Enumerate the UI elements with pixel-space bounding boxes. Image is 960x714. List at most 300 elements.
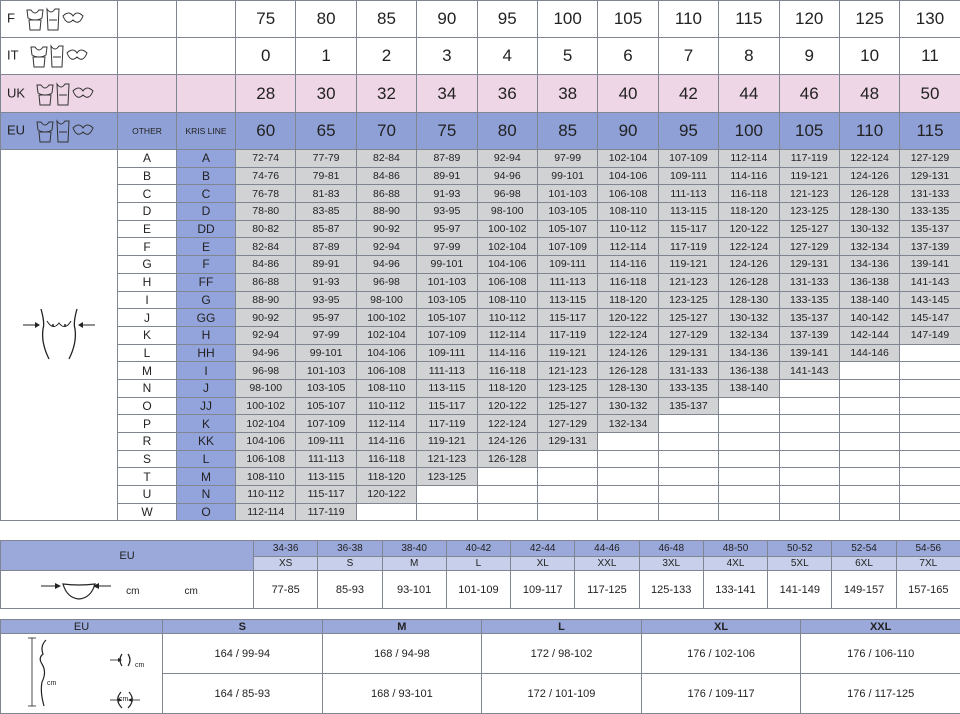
- kris-line-cup-size: L: [177, 450, 236, 468]
- other-cup-size: E: [118, 220, 177, 238]
- bust-range-cell: 131-133: [658, 362, 718, 380]
- empty-cell: [839, 486, 899, 504]
- bust-range-cell: 107-109: [296, 415, 356, 433]
- briefs-size-table: [0, 540, 960, 609]
- empty-cell: [719, 503, 779, 521]
- band-size-cell: 10: [839, 38, 899, 75]
- cup-row: [1, 220, 960, 238]
- band-size-cell: 115: [719, 1, 779, 38]
- bust-range-cell: 112-114: [236, 503, 296, 521]
- bust-range-cell: 102-104: [598, 150, 658, 168]
- band-size-cell: 80: [477, 113, 537, 150]
- bust-range-cell: 128-130: [839, 203, 899, 221]
- kris-line-cup-size: B: [177, 167, 236, 185]
- other-cup-size: N: [118, 379, 177, 397]
- bust-range-cell: 107-109: [537, 238, 597, 256]
- bust-range-cell: 135-137: [658, 397, 718, 415]
- band-size-cell: 44: [719, 75, 779, 113]
- bust-range-cell: 84-86: [356, 167, 416, 185]
- bust-range-cell: 114-116: [477, 344, 537, 362]
- bust-range-cell: 100-102: [236, 397, 296, 415]
- empty-cell: [477, 468, 537, 486]
- body-size-table: [0, 619, 960, 714]
- bust-range-cell: 114-116: [356, 433, 416, 451]
- bust-range-cell: 98-100: [236, 379, 296, 397]
- bust-range-cell: 113-115: [296, 468, 356, 486]
- briefs-eu-size: 44-46: [575, 541, 639, 557]
- bust-range-cell: 95-97: [296, 309, 356, 327]
- bust-range-cell: 117-119: [779, 150, 839, 168]
- band-size-cell: 95: [477, 1, 537, 38]
- cup-row: [1, 379, 960, 397]
- bust-range-cell: 101-103: [537, 185, 597, 203]
- briefs-eu-size: 54-56: [896, 541, 960, 557]
- empty-cell: [779, 379, 839, 397]
- size-system-name: IT: [7, 47, 19, 62]
- band-size-cell: 100: [537, 1, 597, 38]
- bust-range-cell: 119-121: [779, 167, 839, 185]
- band-size-cell: 6: [598, 38, 658, 75]
- briefs-eu-label: EU: [1, 541, 254, 571]
- bust-range-cell: 104-106: [477, 256, 537, 274]
- bust-range-cell: 100-102: [477, 220, 537, 238]
- kris-line-cup-size: A: [177, 150, 236, 168]
- briefs-eu-size: 46-48: [639, 541, 703, 557]
- other-cup-size: T: [118, 468, 177, 486]
- empty-cell: [779, 433, 839, 451]
- bust-range-cell: 102-104: [477, 238, 537, 256]
- bust-range-cell: 108-110: [477, 291, 537, 309]
- bust-range-cell: 124-126: [839, 167, 899, 185]
- bust-range-cell: 123-125: [537, 379, 597, 397]
- empty-cell: [118, 1, 177, 38]
- body-waist-value: 168 / 94-98: [322, 634, 482, 674]
- band-size-cell: 7: [658, 38, 718, 75]
- bust-range-cell: 98-100: [356, 291, 416, 309]
- bust-range-cell: 116-118: [356, 450, 416, 468]
- other-cup-size: M: [118, 362, 177, 380]
- bust-range-cell: 127-129: [779, 238, 839, 256]
- empty-cell: [839, 362, 899, 380]
- cup-row: [1, 238, 960, 256]
- empty-cell: [900, 397, 960, 415]
- cup-row: [1, 503, 960, 521]
- briefs-letter-size: S: [318, 557, 382, 571]
- bust-range-cell: 90-92: [236, 309, 296, 327]
- briefs-hip-range: 125-133: [639, 571, 703, 609]
- briefs-eu-size: 40-42: [446, 541, 510, 557]
- bust-range-cell: 84-86: [236, 256, 296, 274]
- bust-range-cell: 130-132: [598, 397, 658, 415]
- briefs-letter-size: 4XL: [703, 557, 767, 571]
- bust-range-cell: 114-116: [719, 167, 779, 185]
- bust-range-cell: 116-118: [477, 362, 537, 380]
- empty-cell: [719, 468, 779, 486]
- empty-cell: [719, 450, 779, 468]
- body-hip-value: 172 / 101-109: [482, 674, 642, 714]
- bust-range-cell: 115-117: [537, 309, 597, 327]
- briefs-hip-range: 101-109: [446, 571, 510, 609]
- bust-range-cell: 111-113: [417, 362, 477, 380]
- empty-cell: [658, 468, 718, 486]
- bust-range-cell: 81-83: [296, 185, 356, 203]
- bust-range-cell: 106-108: [477, 273, 537, 291]
- band-size-cell: 65: [296, 113, 356, 150]
- bust-range-cell: 88-90: [356, 203, 416, 221]
- body-figure-icon: [2, 634, 162, 710]
- empty-cell: [900, 450, 960, 468]
- cup-row: [1, 203, 960, 221]
- band-size-cell: 115: [900, 113, 960, 150]
- cup-row: [1, 450, 960, 468]
- cup-row: [1, 291, 960, 309]
- kris-line-cup-size: O: [177, 503, 236, 521]
- band-size-cell: 70: [356, 113, 416, 150]
- bust-range-cell: 103-105: [537, 203, 597, 221]
- bust-range-cell: 120-122: [598, 309, 658, 327]
- size-system-label-f: [1, 1, 118, 38]
- briefs-icon-cm: cm: [126, 586, 139, 597]
- bust-range-cell: 120-122: [356, 486, 416, 504]
- empty-cell: [658, 433, 718, 451]
- bust-range-cell: 138-140: [719, 379, 779, 397]
- briefs-eu-size: 38-40: [382, 541, 446, 557]
- bust-range-cell: 110-112: [477, 309, 537, 327]
- empty-cell: [417, 486, 477, 504]
- other-cup-size: A: [118, 150, 177, 168]
- briefs-hip-range: 133-141: [703, 571, 767, 609]
- empty-cell: [719, 415, 779, 433]
- bust-range-cell: 104-106: [356, 344, 416, 362]
- bust-range-cell: 135-137: [900, 220, 960, 238]
- size-system-name: EU: [7, 122, 25, 137]
- band-size-cell: 36: [477, 75, 537, 113]
- lingerie-icons: [27, 43, 89, 69]
- size-row-f: [1, 1, 960, 38]
- empty-cell: [118, 38, 177, 75]
- bust-figure-icon: [19, 299, 99, 369]
- cup-row: [1, 486, 960, 504]
- briefs-hip-range: 141-149: [768, 571, 832, 609]
- empty-cell: [900, 486, 960, 504]
- empty-cell: [839, 433, 899, 451]
- empty-cell: [537, 503, 597, 521]
- bust-range-cell: 85-87: [296, 220, 356, 238]
- bust-range-cell: 123-125: [417, 468, 477, 486]
- cup-row: [1, 326, 960, 344]
- bust-range-cell: 133-135: [900, 203, 960, 221]
- kris-line-cup-size: D: [177, 203, 236, 221]
- bust-range-cell: 106-108: [356, 362, 416, 380]
- empty-cell: [598, 433, 658, 451]
- other-cup-size: D: [118, 203, 177, 221]
- briefs-eu-size: 52-54: [832, 541, 896, 557]
- bust-range-cell: 125-127: [779, 220, 839, 238]
- band-size-cell: 105: [779, 113, 839, 150]
- bust-range-cell: 115-117: [296, 486, 356, 504]
- band-size-cell: 85: [356, 1, 416, 38]
- empty-cell: [417, 503, 477, 521]
- empty-cell: [177, 75, 236, 113]
- bust-range-cell: 112-114: [719, 150, 779, 168]
- bust-range-cell: 124-126: [477, 433, 537, 451]
- size-system-label-uk: [1, 75, 118, 113]
- bust-range-cell: 80-82: [236, 220, 296, 238]
- other-cup-size: F: [118, 238, 177, 256]
- other-cup-size: R: [118, 433, 177, 451]
- bust-range-cell: 117-119: [417, 415, 477, 433]
- bust-range-cell: 117-119: [658, 238, 718, 256]
- bust-range-cell: 96-98: [356, 273, 416, 291]
- bust-range-cell: 97-99: [296, 326, 356, 344]
- empty-cell: [719, 397, 779, 415]
- briefs-unit-label: cm: [184, 586, 197, 597]
- bust-range-cell: 108-110: [236, 468, 296, 486]
- band-size-cell: 5: [537, 38, 597, 75]
- body-eu-label: EU: [1, 620, 163, 634]
- bust-range-cell: 127-129: [658, 326, 718, 344]
- band-size-cell: 1: [296, 38, 356, 75]
- bust-range-cell: 101-103: [417, 273, 477, 291]
- band-size-cell: 2: [356, 38, 416, 75]
- body-waist-cm: cm: [135, 662, 144, 669]
- bust-range-cell: 115-117: [658, 220, 718, 238]
- other-cup-size: G: [118, 256, 177, 274]
- bust-range-cell: 120-122: [719, 220, 779, 238]
- bust-range-cell: 104-106: [598, 167, 658, 185]
- bust-range-cell: 118-120: [356, 468, 416, 486]
- bust-range-cell: 86-88: [236, 273, 296, 291]
- bust-range-cell: 117-119: [296, 503, 356, 521]
- briefs-hip-range: 157-165: [896, 571, 960, 609]
- empty-cell: [839, 415, 899, 433]
- bust-range-cell: 74-76: [236, 167, 296, 185]
- cup-row: [1, 415, 960, 433]
- briefs-letter-size: XL: [511, 557, 575, 571]
- bust-range-cell: 82-84: [236, 238, 296, 256]
- cup-row: [1, 256, 960, 274]
- bust-range-cell: 126-128: [719, 273, 779, 291]
- briefs-letter-size: M: [382, 557, 446, 571]
- bust-range-cell: 72-74: [236, 150, 296, 168]
- bust-range-cell: 86-88: [356, 185, 416, 203]
- bust-range-cell: 76-78: [236, 185, 296, 203]
- bust-range-cell: 92-94: [477, 150, 537, 168]
- bust-range-cell: 109-111: [537, 256, 597, 274]
- other-cup-size: O: [118, 397, 177, 415]
- cup-row: [1, 468, 960, 486]
- empty-cell: [598, 503, 658, 521]
- bust-range-cell: 139-141: [900, 256, 960, 274]
- band-size-cell: 120: [779, 1, 839, 38]
- bust-range-cell: 105-107: [417, 309, 477, 327]
- bust-range-cell: 79-81: [296, 167, 356, 185]
- briefs-eu-size: 50-52: [768, 541, 832, 557]
- bust-range-cell: 111-113: [537, 273, 597, 291]
- briefs-letter-size: XXL: [575, 557, 639, 571]
- kris-line-cup-size: HH: [177, 344, 236, 362]
- kris-line-cup-size: J: [177, 379, 236, 397]
- band-size-cell: 60: [236, 113, 296, 150]
- band-size-cell: 0: [236, 38, 296, 75]
- lingerie-icons: [33, 81, 95, 107]
- lingerie-icons: [23, 6, 85, 32]
- body-size-header: S: [163, 620, 323, 634]
- cup-row: [1, 397, 960, 415]
- bust-range-cell: 110-112: [598, 220, 658, 238]
- cup-row: [1, 362, 960, 380]
- empty-cell: [719, 433, 779, 451]
- bust-range-cell: 121-123: [779, 185, 839, 203]
- bust-range-cell: 139-141: [779, 344, 839, 362]
- band-size-cell: 38: [537, 75, 597, 113]
- bust-range-cell: 82-84: [356, 150, 416, 168]
- bust-range-cell: 97-99: [537, 150, 597, 168]
- briefs-eu-size: 36-38: [318, 541, 382, 557]
- empty-cell: [839, 397, 899, 415]
- size-system-name: UK: [7, 85, 25, 100]
- empty-cell: [900, 503, 960, 521]
- briefs-hip-range: 109-117: [511, 571, 575, 609]
- empty-cell: [598, 468, 658, 486]
- bust-range-cell: 136-138: [839, 273, 899, 291]
- empty-cell: [598, 486, 658, 504]
- bust-range-cell: 122-124: [598, 326, 658, 344]
- bust-range-cell: 133-135: [779, 291, 839, 309]
- bust-range-cell: 133-135: [658, 379, 718, 397]
- bust-range-cell: 106-108: [598, 185, 658, 203]
- empty-cell: [118, 75, 177, 113]
- bust-range-cell: 114-116: [598, 256, 658, 274]
- bust-range-cell: 142-144: [839, 326, 899, 344]
- band-size-cell: 110: [839, 113, 899, 150]
- bust-range-cell: 122-124: [477, 415, 537, 433]
- kris-line-cup-size: GG: [177, 309, 236, 327]
- body-waist-value: 176 / 102-106: [641, 634, 801, 674]
- empty-cell: [839, 468, 899, 486]
- other-cup-size: P: [118, 415, 177, 433]
- bust-range-cell: 99-101: [537, 167, 597, 185]
- bust-range-cell: 144-146: [839, 344, 899, 362]
- bust-range-cell: 107-109: [658, 150, 718, 168]
- empty-cell: [779, 415, 839, 433]
- bust-range-cell: 118-120: [598, 291, 658, 309]
- bust-range-cell: 141-143: [900, 273, 960, 291]
- band-size-cell: 50: [900, 75, 960, 113]
- empty-cell: [658, 486, 718, 504]
- bust-range-cell: 143-145: [900, 291, 960, 309]
- bust-range-cell: 140-142: [839, 309, 899, 327]
- size-row-uk: [1, 75, 960, 113]
- briefs-icon-cell: [1, 571, 254, 609]
- bust-range-cell: 113-115: [658, 203, 718, 221]
- band-size-cell: 42: [658, 75, 718, 113]
- empty-cell: [658, 415, 718, 433]
- bust-range-cell: 96-98: [477, 185, 537, 203]
- band-size-cell: 100: [719, 113, 779, 150]
- bust-range-cell: 132-134: [719, 326, 779, 344]
- band-size-cell: 110: [658, 1, 718, 38]
- bust-range-cell: 124-126: [719, 256, 779, 274]
- bust-range-cell: 129-131: [658, 344, 718, 362]
- bust-range-cell: 99-101: [417, 256, 477, 274]
- bust-range-cell: 97-99: [417, 238, 477, 256]
- band-size-cell: 125: [839, 1, 899, 38]
- cup-row: [1, 433, 960, 451]
- bust-range-cell: 147-149: [900, 326, 960, 344]
- other-cup-size: H: [118, 273, 177, 291]
- briefs-hip-range: 149-157: [832, 571, 896, 609]
- bust-range-cell: 129-131: [900, 167, 960, 185]
- bust-range-cell: 123-125: [779, 203, 839, 221]
- band-size-cell: 80: [296, 1, 356, 38]
- bust-range-cell: 122-124: [719, 238, 779, 256]
- bust-range-cell: 103-105: [296, 379, 356, 397]
- bust-range-cell: 135-137: [779, 309, 839, 327]
- other-cup-size: C: [118, 185, 177, 203]
- bust-range-cell: 91-93: [417, 185, 477, 203]
- briefs-hip-range: 77-85: [254, 571, 318, 609]
- bust-range-cell: 99-101: [296, 344, 356, 362]
- bust-range-cell: 131-133: [779, 273, 839, 291]
- empty-cell: [779, 450, 839, 468]
- briefs-letter-size: XS: [254, 557, 318, 571]
- bust-range-cell: 78-80: [236, 203, 296, 221]
- empty-cell: [177, 1, 236, 38]
- band-size-cell: 75: [236, 1, 296, 38]
- bust-range-cell: 110-112: [236, 486, 296, 504]
- band-size-cell: 130: [900, 1, 960, 38]
- cup-row: [1, 344, 960, 362]
- bust-range-cell: 121-123: [417, 450, 477, 468]
- body-size-header: L: [482, 620, 642, 634]
- bust-range-cell: 105-107: [296, 397, 356, 415]
- bust-range-cell: 121-123: [537, 362, 597, 380]
- briefs-letter-size: 6XL: [832, 557, 896, 571]
- bust-range-cell: 134-136: [719, 344, 779, 362]
- briefs-hip-range: 117-125: [575, 571, 639, 609]
- bust-range-cell: 128-130: [598, 379, 658, 397]
- bust-range-cell: 89-91: [296, 256, 356, 274]
- bust-range-cell: 129-131: [537, 433, 597, 451]
- body-size-header: XL: [641, 620, 801, 634]
- bust-range-cell: 115-117: [417, 397, 477, 415]
- bust-range-cell: 87-89: [417, 150, 477, 168]
- bust-range-cell: 88-90: [236, 291, 296, 309]
- bust-range-cell: 77-79: [296, 150, 356, 168]
- bust-range-cell: 108-110: [598, 203, 658, 221]
- bust-range-cell: 128-130: [719, 291, 779, 309]
- size-row-eu: [1, 113, 960, 150]
- bust-range-cell: 125-127: [537, 397, 597, 415]
- bust-range-cell: 134-136: [839, 256, 899, 274]
- band-size-cell: 95: [658, 113, 718, 150]
- bust-range-cell: 126-128: [477, 450, 537, 468]
- empty-cell: [900, 362, 960, 380]
- other-cup-size: W: [118, 503, 177, 521]
- empty-cell: [779, 397, 839, 415]
- empty-cell: [900, 468, 960, 486]
- briefs-eu-size: 34-36: [254, 541, 318, 557]
- other-cup-size: I: [118, 291, 177, 309]
- bust-range-cell: 126-128: [598, 362, 658, 380]
- cup-row: [1, 309, 960, 327]
- bust-range-cell: 130-132: [719, 309, 779, 327]
- kris-line-cup-size: I: [177, 362, 236, 380]
- kris-line-cup-size: G: [177, 291, 236, 309]
- band-size-cell: 85: [537, 113, 597, 150]
- bust-range-cell: 113-115: [537, 291, 597, 309]
